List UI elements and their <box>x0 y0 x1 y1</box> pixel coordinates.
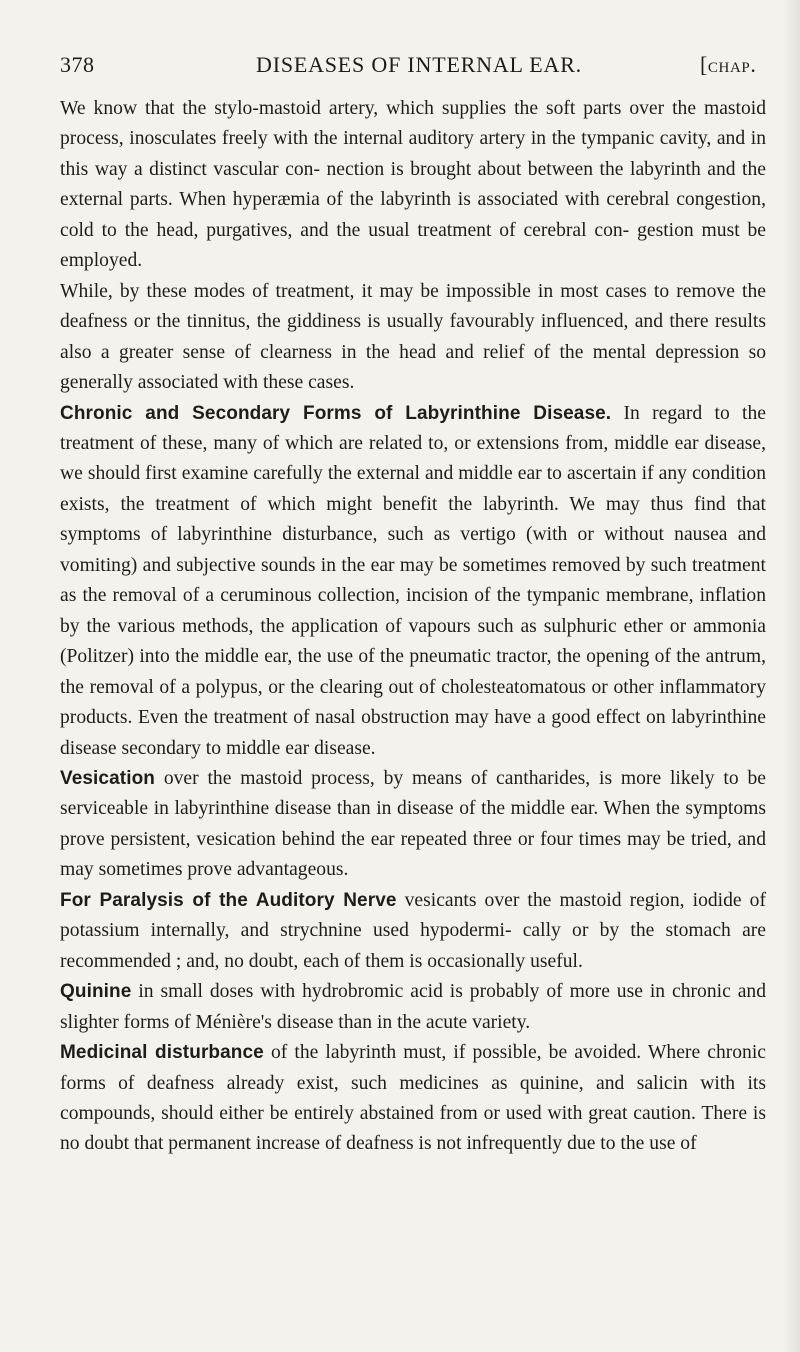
page-edge-shadow <box>782 0 800 1352</box>
paragraph-text: in small doses with hydrobromic acid is probably of more use in chronic and slighter forms of Ménière's disease than in the acute variety. <box>60 981 766 1033</box>
paragraph <box>60 764 766 886</box>
chapter-label: [chap. <box>700 52 757 77</box>
paragraph-text: of the labyrinth must, if possible, be avoided. Where chronic forms of deafness already exist, such medicines as quinine, and salicin with its compounds, should either be entirely abstained from or used with great caution. There is no doubt that permanent increase of deafness is not infrequently due to the use of <box>60 1042 766 1155</box>
paragraph-text: over the mastoid process, by means of cantharides, is more likely to be serviceable in labyrinthine disease than in disease of the middle ear. When the symptoms prove persistent, vesication behind the ear repeated three or four times may be tried, and may sometimes prove advantageous. <box>60 767 766 881</box>
paragraph-heading: Vesication <box>60 767 155 789</box>
paragraph <box>60 1038 766 1160</box>
paragraph-heading: Chronic and Secondary Forms of Labyrinthine Disease. <box>60 402 612 424</box>
paragraph-heading: Medicinal disturbance <box>60 1042 264 1064</box>
paragraph-heading: Quinine <box>60 981 132 1003</box>
paragraph-text: In regard to the treatment of these, many of which are related to, or extensions from, middle ear disease, we should first examine carefully the external and middle ear to ascertain if any condition exists, the treatment of which might benefit the labyrinth. We may thus find that symptoms of labyrinthine disturbance, such as vertigo (with or without nausea and vomiting) and subjective sounds in the ear may be sometimes removed by such treatment as the removal of a ceruminous collection, incision of the tympanic membrane, inflation by the various methods, the application of vapours such as sulphuric ether or ammonia (Politzer) into the middle ear, the use of the pneumatic tractor, the opening of the antrum, the removal of a polypus, or the clearing out of cholesteatomatous or other inflammatory products. Even the treatment of nasal obstruction may have a good effect on labyrinthine disease secondary to middle ear disease. <box>60 402 766 759</box>
body-text <box>60 94 766 1160</box>
paragraph-heading: For Paralysis of the Auditory Nerve <box>60 889 397 911</box>
paragraph <box>60 399 766 764</box>
paragraph-text: vesicants over the mastoid region, iodide of potassium internally, and strychnine used hypodermi- cally or by the stomach are recommended ; and, no doubt, each of them is occasionally useful. <box>60 889 766 972</box>
paragraph-text: While, by these modes of treatment, it may be impossible in most cases to remove the deafness or the tinnitus, the giddiness is usually favourably influenced, and there results also a greater sense of clearness in the head and relief of the mental depression so generally associated with these cases. <box>60 280 766 394</box>
paragraph-text: We know that the stylo-mastoid artery, which supplies the soft parts over the mastoid process, inosculates freely with the internal auditory artery in the tympanic cavity, and in this way a distinct vascular con- nection is brought about between the labyrinth and the external parts. When hyperæmia of the labyrinth is associated with cerebral congestion, cold to the head, purgatives, and the usual treatment of cerebral con- gestion must be employed. <box>60 98 766 272</box>
page-number: 378 <box>60 52 95 77</box>
paragraph <box>60 886 766 977</box>
running-title: DISEASES OF INTERNAL EAR. <box>256 52 582 77</box>
paragraph <box>60 977 766 1038</box>
paragraph <box>60 277 766 399</box>
running-header <box>60 52 760 82</box>
paragraph <box>60 94 766 277</box>
